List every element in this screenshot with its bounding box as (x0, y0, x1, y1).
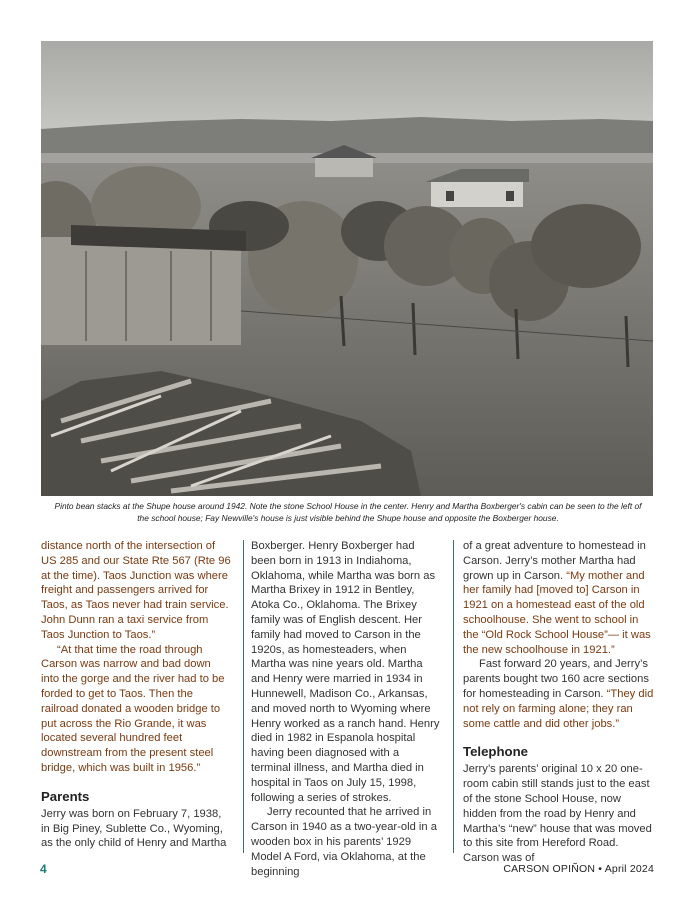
paragraph-text: of a great adventure to homestead in Carson. Jerry’s mother Martha had grown up in Carson. (463, 540, 646, 582)
section-heading-parents: Parents (41, 788, 90, 804)
paragraph: “At that time the road through Carson was narrow and bad down into the gorge and the river had to be forded to get to Taos. Then the railroad donated a wooden bridge to put across the Rio Grande, it was located several hundred feet downstream from the present steel bridge, which was built in 1956.” (41, 643, 225, 774)
column-divider (243, 540, 244, 853)
paragraph: Jerry’s parents’ original 10 x 20 one-room cabin still stands just to the east of the stone School House, now hidden from the road by Henry and Martha’s “new” house that was moved to this site from Hereford Road. Carson was of (463, 763, 652, 865)
paragraph: Jerry was born on February 7, 1938, in Big Piney, Sublette Co., Wyoming, as the only child of Henry and Martha (41, 807, 227, 850)
paragraph (463, 657, 655, 731)
article-column-1 (41, 539, 231, 851)
section-heading-telephone: Telephone (463, 744, 528, 760)
paragraph: Jerry recounted that he arrived in Carson in 1940 as a two-year-old in a wooden box in his parents’ 1929 Model A Ford, via Oklahoma, at the beginning (251, 806, 437, 878)
article-column-2 (251, 539, 441, 879)
article-column-3 (463, 539, 655, 866)
photo-caption: Pinto bean stacks at the Shupe house around 1942. Note the stone School House in the center. Henry and Martha Boxberger's cabin can be seen to the left of the school house; Fay Newville's house is just visible behind the Shupe house and opposite the Boxberger house. (54, 501, 642, 523)
paragraph: distance north of the intersection of US 285 and our State Rte 567 (Rte 96 at the time). Taos Junction was where freight and passengers arrived for Taos, as Taos never had train service. John Dunn ran a taxi service from Taos Junction to Taos.” (41, 540, 231, 641)
paragraph: Boxberger. Henry Boxberger had been born in 1913 in Indiahoma, Oklahoma, while Martha was born as Martha Brixey in 1912 in Bentley, Atoka Co., Oklahoma. The Brixey family was of English descent. Her family had moved to Carson in the 1920s, as homesteaders, when Martha was nine years old. Martha and Henry were married in 1934 in Hunnewell, Madison Co., Arkansas, and moved north to Wyoming where Henry worked as a ranch hand. Henry died in 1982 in Espanola hospital having been diagnosed with a terminal illness, and Martha died in hospital in Taos on July 15, 1998, following a series of strokes. (251, 540, 440, 804)
column-divider (453, 540, 454, 853)
historic-photo (41, 41, 653, 496)
paragraph-text: Fast forward 20 years, and Jerry’s parents bought two 160 acre sections for homesteading in Carson. (463, 658, 649, 700)
quote-text: “My mother and her family had [moved to] Carson in 1921 on a homestead east of the old schoolhouse. She went to school in the “Old Rock School House”— it was the new schoolhouse in 1921.” (463, 569, 651, 656)
quote-text: “They did not rely on farming alone; they ran some cattle and did other jobs.” (463, 687, 654, 730)
paragraph (463, 539, 655, 657)
publication-footer: CARSON OPIÑON • April 2024 (503, 863, 654, 875)
page-number: 4 (40, 862, 47, 876)
